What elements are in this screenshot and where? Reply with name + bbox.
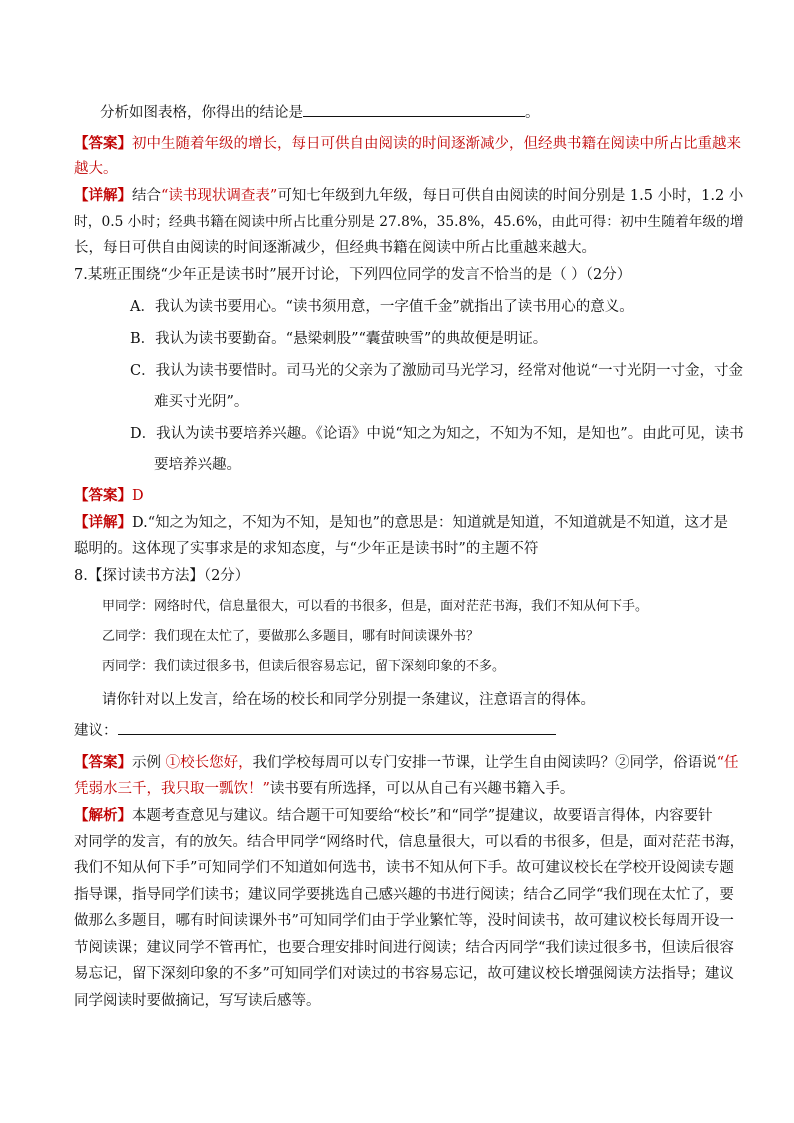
q8-dialogue-bing: 丙同学：我们读过很多书，但读后很容易忘记，留下深刻印象的不多。 <box>102 659 506 674</box>
q8-instruction: 请你针对以上发言，给在场的校长和同学分别提一条建议，注意语言的得体。 <box>102 692 595 708</box>
q6-answer-text-1: 初中生随着年级的增长，每日可供自由阅读的时间逐渐减少，但经典书籍在阅读中所占比重越来 <box>132 136 741 152</box>
q6-answer-text-2: 越大。 <box>74 161 118 177</box>
q7-detail-line-1 <box>74 513 728 533</box>
q8-suggestion-blank[interactable] <box>118 720 556 735</box>
q8-suggestion-label: 建议： <box>74 723 118 739</box>
q6-detail-quote: “读书现状调查表” <box>161 188 278 204</box>
q8-dialogue-jia: 甲同学：网络时代，信息量很大，可以看的书很多，但是，面对茫茫书海，我们不知从何下手。 <box>102 599 649 614</box>
q6-prompt: 分析如图表格，你得出的结论是 <box>100 105 303 121</box>
q6-answer-tag: 【答案】 <box>74 135 132 152</box>
q8-analysis-line-8: 同学阅读时要做摘记，写写读后感等。 <box>74 993 321 1009</box>
q8-answer-tag: 【答案】 <box>74 754 132 771</box>
q8-analysis-line-4: 指导课，指导同学们读书；建议同学要挑选自己感兴趣的书进行阅读；结合乙同学“我们现在太忙了，要 <box>74 887 734 903</box>
q6-prompt-line <box>100 102 540 123</box>
q8-stem: 8.【探讨读书方法】（2分） <box>74 568 250 584</box>
q8-analysis-line-1 <box>74 806 713 826</box>
q6-detail-rest: 可知七年级到九年级，每日可供自由阅读的时间分别是 1.5 小时，1.2 小 <box>277 188 744 204</box>
q8-analysis-line-2: 对同学的发言，有的放矢。结合甲同学“网络时代，信息量很大，可以看的书很多，但是，面对茫茫书海， <box>74 834 745 850</box>
q6-detail-line-1 <box>74 186 743 206</box>
q7-stem: 7.某班正围绕“少年正是读书时”展开讨论，下列四位同学的发言不恰当的是（ ）（2分） <box>74 267 632 283</box>
q6-detail-line-2: 时，0.5 小时；经典书籍在阅读中所占比重分别是 27.8%，35.8%，45.6%，由此可得：初中生随着年级的增 <box>74 214 744 230</box>
q7-detail-line-2: 聪明的。这体现了实事求是的求知态度，与“少年正是读书时”的主题不符 <box>74 541 539 557</box>
q6-answer-line-1 <box>74 134 741 154</box>
q7-detail-text-1: D.“知之为知之，不知为不知，是知也”的意思是：知道就是知道，不知道就是不知道，这才是 <box>132 515 729 531</box>
q7-option-d-cont: 要培养兴趣。 <box>154 457 241 473</box>
q8-answer-pre: 示例 <box>132 755 166 771</box>
q7-option-d[interactable]: D．我认为读书要培养兴趣。《论语》中说“知之为知之，不知为不知，是知也”。由此可见，读书 <box>130 426 744 442</box>
q6-answer-blank[interactable] <box>303 102 525 117</box>
q6-detail-pre: 结合 <box>132 188 161 204</box>
q8-answer-black-1: 我们学校每周可以专门安排一节课，让学生自由阅读吗？②同学，俗语说 <box>252 755 717 771</box>
q7-option-c[interactable]: C．我认为读书要惜时。司马光的父亲为了激励司马光学习，经常对他说“一寸光阴一寸金，寸金 <box>130 363 744 379</box>
q6-detail-line-3: 长，每日可供自由阅读的时间逐渐减少，但经典书籍在阅读中所占比重越来越大。 <box>74 240 596 256</box>
q8-answer-red-1: ①校长您好， <box>165 755 253 771</box>
q7-answer-line <box>74 486 144 506</box>
q8-analysis-text-1: 本题考查意见与建议。结合题干可知要给“校长”和“同学”提建议，故要语言得体，内容要针 <box>132 808 713 824</box>
q7-answer-tag: 【答案】 <box>74 487 132 504</box>
q8-answer-red-3: 凭弱水三千，我只取一瓢饮！” <box>74 781 270 797</box>
q8-dialogue-yi: 乙同学：我们现在太忙了，要做那么多题目，哪有时间读课外书？ <box>102 629 480 644</box>
q8-analysis-line-7: 易忘记，留下深刻印象的不多”可知同学们对读过的书容易忘记，故可建议校长增强阅读方法指导；建议 <box>74 966 734 982</box>
q8-answer-black-2: 读书要有所选择，可以从自己有兴趣书籍入手。 <box>269 781 575 797</box>
q7-option-a[interactable]: A．我认为读书要用心。“读书须用意，一字值千金”就指出了读书用心的意义。 <box>130 299 634 315</box>
q8-analysis-line-6: 节阅读课；建议同学不管再忙，也要合理安排时间进行阅读；结合丙同学“我们读过很多书，但读后很容 <box>74 940 734 956</box>
q7-detail-tag: 【详解】 <box>74 514 132 531</box>
q7-answer: D <box>132 488 144 504</box>
q8-analysis-line-3: 我们不知从何下手”可知同学们不知道如何选书，读书不知从何下手。故可建议校长在学校开设阅读专题 <box>74 860 734 876</box>
q8-answer-line-1 <box>74 753 739 773</box>
q8-analysis-tag: 【解析】 <box>74 807 132 824</box>
q8-analysis-line-5: 做那么多题目，哪有时间读课外书”可知同学们由于学业繁忙等，没时间读书，故可建议校长每周开设一 <box>74 913 734 929</box>
q8-answer-red-2: “任 <box>716 755 739 771</box>
q7-option-b[interactable]: B．我认为读书要勤奋。“悬梁刺股”“囊萤映雪”的典故便是明证。 <box>130 331 548 347</box>
q6-prompt-end: 。 <box>525 105 540 121</box>
q8-answer-line-2 <box>74 779 574 799</box>
q8-suggestion-line <box>74 720 556 741</box>
q7-option-c-cont: 难买寸光阴”。 <box>154 394 249 410</box>
q6-detail-tag: 【详解】 <box>74 187 132 204</box>
